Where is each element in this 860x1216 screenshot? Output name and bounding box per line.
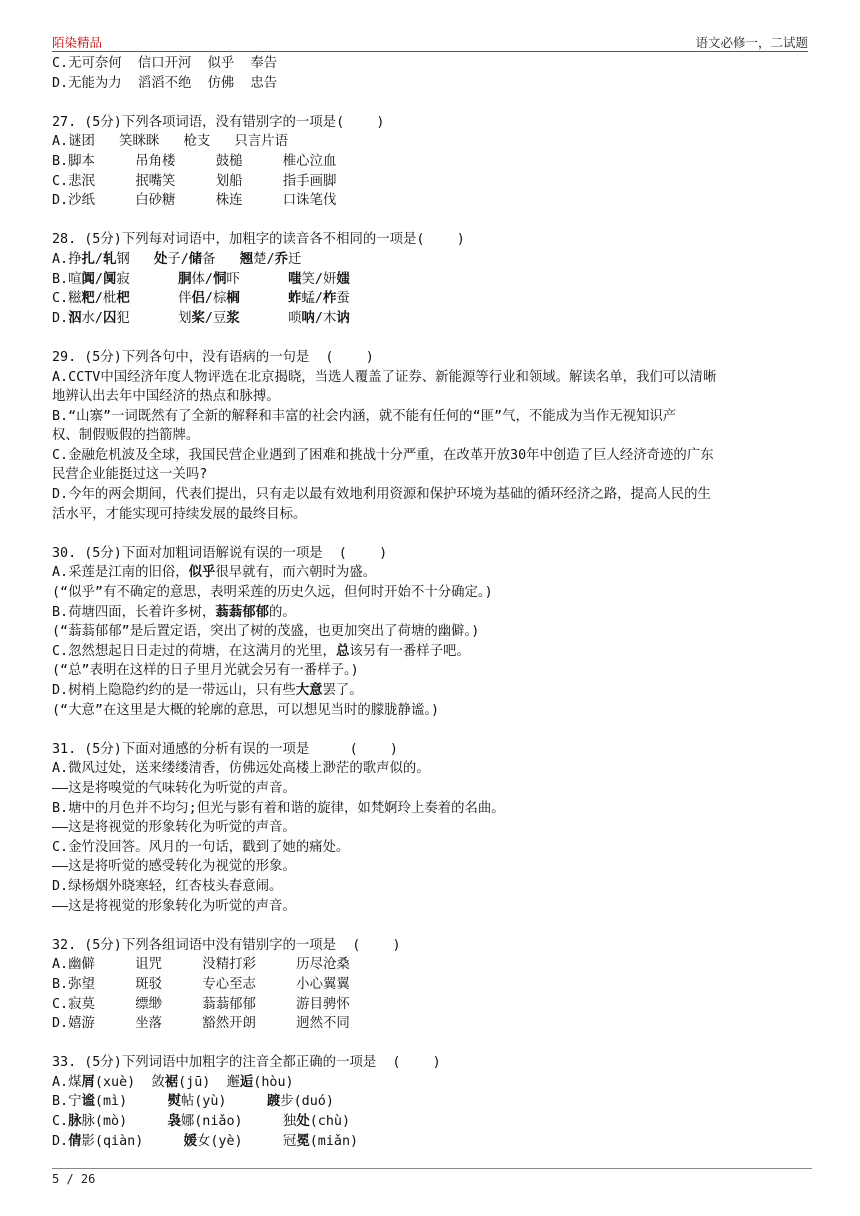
explanation-line: ——这是将听觉的感受转化为视觉的形象。 xyxy=(52,859,296,875)
option-line: A.谜团 笑眯眯 枪支 只言片语 xyxy=(52,134,288,150)
option-line: A.挣扎/轧钢 处子/储备 翘楚/乔迁 xyxy=(52,251,302,267)
explanation-line: (“总”表明在这样的日子里月光就会另有一番样子。) xyxy=(52,663,359,679)
question-28-stem: 28. (5分)下列每对词语中，加粗字的读音各不相同的一项是( ) xyxy=(52,232,465,248)
document-body xyxy=(52,54,812,1151)
option-line: C.寂莫 缥缈 蓊蓊郁郁 游目骋怀 xyxy=(52,996,350,1012)
option-line: B.宁谧(mì) 熨帖(yù) 踱步(duó) xyxy=(52,1094,334,1110)
option-line: D.无能为力 滔滔不绝 仿佛 忠告 xyxy=(52,75,278,91)
page-header xyxy=(52,31,808,52)
explanation-line: ——这是将嗅觉的气味转化为听觉的声音。 xyxy=(52,780,296,796)
question-32-stem: 32. (5分)下列各组词语中没有错别字的一项是 ( ) xyxy=(52,937,401,953)
question-30-stem: 30. (5分)下面对加粗词语解说有误的一项是 ( ) xyxy=(52,545,388,561)
option-line: D.嬉游 坐落 豁然开朗 迥然不同 xyxy=(52,1016,350,1032)
explanation-line: (“大意”在这里是大概的轮廓的意思，可以想见当时的朦胧静谧。) xyxy=(52,702,440,718)
option-line: 地辨认出去年中国经济的热点和脉搏。 xyxy=(52,389,280,405)
question-29-stem: 29. (5分)下列各句中，没有语病的一句是 ( ) xyxy=(52,349,374,365)
option-line: B.弥望 斑驳 专心至志 小心翼翼 xyxy=(52,976,350,992)
option-line: D.绿杨烟外晓寒轻，红杏枝头春意闹。 xyxy=(52,878,283,894)
option-line: A.采莲是江南的旧俗，似乎很早就有，而六朝时为盛。 xyxy=(52,565,377,581)
option-line: B.荷塘四面，长着许多树，蓊蓊郁郁的。 xyxy=(52,604,296,620)
brand-name: 陌染精品 xyxy=(52,35,103,50)
option-line: 权、制假贩假的挡箭牌。 xyxy=(52,428,200,444)
option-line: 活水平，才能实现可持续发展的最终目标。 xyxy=(52,506,307,522)
page-footer xyxy=(52,1168,812,1186)
explanation-line: ——这是将视觉的形象转化为听觉的声音。 xyxy=(52,898,296,914)
option-line: D.树梢上隐隐约约的是一带远山，只有些大意罢了。 xyxy=(52,683,363,698)
explanation-line: (“蓊蓊郁郁”是后置定语，突出了树的茂盛，也更加突出了荷塘的幽僻。) xyxy=(52,624,480,640)
document-title: 语文必修一，二试题 xyxy=(695,35,808,50)
explanation-line: ——这是将视觉的形象转化为听觉的声音。 xyxy=(52,820,296,836)
option-line: A.微风过处，送来缕缕清香，仿佛远处高楼上渺茫的歌声似的。 xyxy=(52,761,430,777)
option-line: D.倩影(qiàn) 媛女(yè) 冠冕(miǎn) xyxy=(52,1133,359,1149)
option-line: C.糍粑/枇杷 伴侣/棕榈 蚱蜢/柞蚕 xyxy=(52,291,350,307)
option-line: D.沙纸 白砂糖 株连 口诛笔伐 xyxy=(52,193,337,209)
option-line: A.CCTV中国经济年度人物评选在北京揭晓，当选人覆盖了证券、新能源等行业和领域。解读名单，我们可以清晰 xyxy=(52,369,717,385)
option-line: D.泅水/囚犯 划桨/豆浆 唢呐/木讷 xyxy=(52,310,350,326)
option-line: B.脚本 吊角楼 鼓槌 椎心泣血 xyxy=(52,153,337,169)
option-line: C.悲泯 抿嘴笑 划船 指手画脚 xyxy=(52,173,337,189)
question-31-stem: 31. (5分)下面对通感的分析有误的一项是 ( ) xyxy=(52,741,398,757)
page-number: 5 / 26 xyxy=(52,1172,96,1186)
question-27-stem: 27. (5分)下列各项词语，没有错别字的一项是( ) xyxy=(52,114,385,130)
option-line: 民营企业能挺过这一关吗? xyxy=(52,467,208,483)
option-line: A.煤屑(xuè) 敛裾(jū) 邂逅(hòu) xyxy=(52,1074,294,1090)
explanation-line: (“似乎”有不确定的意思，表明采莲的历史久远，但何时开始不十分确定。) xyxy=(52,585,493,601)
option-line: C.金融危机波及全球，我国民营企业遇到了困难和挑战十分严重，在改革开放30年中创造了巨人经济奇迹的广东 xyxy=(52,447,714,463)
option-line: C.金竹没回答。风月的一句话，戳到了她的痛处。 xyxy=(52,839,350,855)
option-line: C.无可奈何 信口开河 似乎 奉告 xyxy=(52,56,278,71)
option-line: D.今年的两会期间，代表们提出，只有走以最有效地利用资源和保护环境为基础的循环经济之路，提高人民的生 xyxy=(52,487,711,503)
option-line: B.喧阗/阒寂 胴体/恫吓 嗤笑/妍媸 xyxy=(52,271,350,287)
option-line: C.脉脉(mò) 袅娜(niǎo) 独处(chù) xyxy=(52,1114,351,1130)
option-line: C.忽然想起日日走过的荷塘，在这满月的光里，总该另有一番样子吧。 xyxy=(52,643,470,659)
option-line: B.“山寨”一词既然有了全新的解释和丰富的社会内涵，就不能有任何的“匪”气，不能成为当作无视知识产 xyxy=(52,408,677,424)
option-line: B.塘中的月色并不均匀;但光与影有着和谐的旋律，如梵婀玲上奏着的名曲。 xyxy=(52,800,505,816)
option-line: A.幽僻 诅咒 没精打彩 历尽沧桑 xyxy=(52,957,350,973)
question-33-stem: 33. (5分)下列词语中加粗字的注音全都正确的一项是 ( ) xyxy=(52,1055,441,1071)
